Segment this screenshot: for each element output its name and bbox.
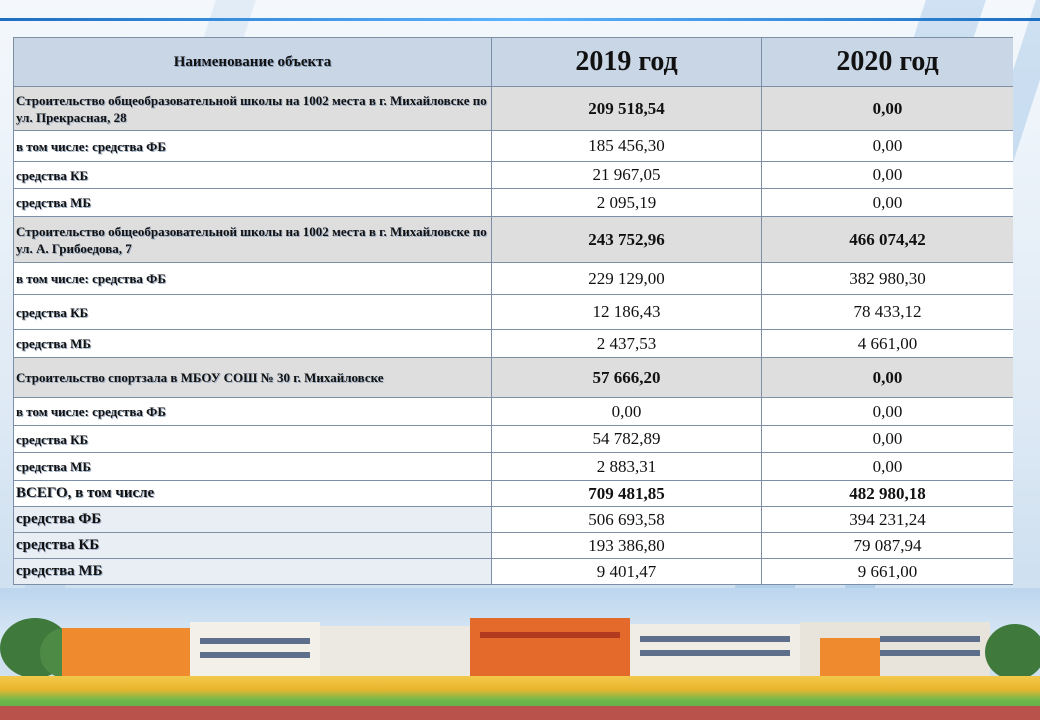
row-label: средства КБ — [14, 533, 492, 559]
value-2019: 9 401,47 — [492, 559, 762, 585]
value-2019: 506 693,58 — [492, 507, 762, 533]
row-label: ВСЕГО, в том числе — [14, 481, 492, 507]
table-row — [14, 263, 1014, 295]
row-label: средства КБ — [14, 162, 492, 189]
table-row — [14, 189, 1014, 217]
table-header-row — [14, 38, 1014, 87]
table-body — [14, 87, 1014, 585]
value-2020: 0,00 — [762, 426, 1014, 453]
value-2019: 54 782,89 — [492, 426, 762, 453]
value-2019: 2 095,19 — [492, 189, 762, 217]
row-label: в том числе: средства ФБ — [14, 131, 492, 162]
value-2020: 0,00 — [762, 162, 1014, 189]
value-2019: 209 518,54 — [492, 87, 762, 131]
table-row — [14, 398, 1014, 426]
header-object-name: Наименование объекта — [14, 38, 492, 87]
table-row — [14, 559, 1014, 585]
table-row — [14, 426, 1014, 453]
value-2020: 0,00 — [762, 398, 1014, 426]
row-label: средства МБ — [14, 559, 492, 585]
table-row — [14, 87, 1014, 131]
header-year-2020: 2020 год — [762, 38, 1014, 87]
value-2019: 57 666,20 — [492, 358, 762, 398]
table-row — [14, 330, 1014, 358]
table-row — [14, 162, 1014, 189]
table-row — [14, 131, 1014, 162]
row-label: средства МБ — [14, 189, 492, 217]
table-row — [14, 453, 1014, 481]
table-row — [14, 507, 1014, 533]
value-2019: 709 481,85 — [492, 481, 762, 507]
value-2019: 12 186,43 — [492, 295, 762, 330]
school-photo — [0, 588, 1040, 720]
value-2020: 382 980,30 — [762, 263, 1014, 295]
row-label: Строительство общеобразовательной школы на 1002 места в г. Михайловске по ул. А. Грибоедова, 7 — [14, 217, 492, 263]
value-2020: 0,00 — [762, 358, 1014, 398]
value-2020: 9 661,00 — [762, 559, 1014, 585]
value-2020: 79 087,94 — [762, 533, 1014, 559]
value-2020: 0,00 — [762, 189, 1014, 217]
value-2019: 2 437,53 — [492, 330, 762, 358]
value-2019: 243 752,96 — [492, 217, 762, 263]
funding-table — [13, 37, 1013, 585]
value-2019: 229 129,00 — [492, 263, 762, 295]
row-label: средства КБ — [14, 426, 492, 453]
value-2020: 466 074,42 — [762, 217, 1014, 263]
value-2020: 0,00 — [762, 131, 1014, 162]
value-2020: 394 231,24 — [762, 507, 1014, 533]
running-track — [0, 706, 1040, 720]
row-label: Строительство спортзала в МБОУ СОШ № 30 г. Михайловске — [14, 358, 492, 398]
value-2020: 0,00 — [762, 453, 1014, 481]
value-2020: 0,00 — [762, 87, 1014, 131]
value-2019: 21 967,05 — [492, 162, 762, 189]
header-year-2019: 2019 год — [492, 38, 762, 87]
value-2019: 185 456,30 — [492, 131, 762, 162]
value-2020: 482 980,18 — [762, 481, 1014, 507]
table-row — [14, 481, 1014, 507]
table-row — [14, 295, 1014, 330]
table-row — [14, 533, 1014, 559]
row-label: в том числе: средства ФБ — [14, 398, 492, 426]
row-label: в том числе: средства ФБ — [14, 263, 492, 295]
value-2019: 193 386,80 — [492, 533, 762, 559]
row-label: средства МБ — [14, 330, 492, 358]
row-label: средства ФБ — [14, 507, 492, 533]
row-label: Строительство общеобразовательной школы на 1002 места в г. Михайловске по ул. Прекрасная, 28 — [14, 87, 492, 131]
row-label: средства МБ — [14, 453, 492, 481]
table-row — [14, 217, 1014, 263]
value-2020: 4 661,00 — [762, 330, 1014, 358]
value-2019: 2 883,31 — [492, 453, 762, 481]
row-label: средства КБ — [14, 295, 492, 330]
funding-table-container — [13, 37, 1013, 586]
top-accent-line — [0, 18, 1040, 21]
value-2020: 78 433,12 — [762, 295, 1014, 330]
table-row — [14, 358, 1014, 398]
value-2019: 0,00 — [492, 398, 762, 426]
